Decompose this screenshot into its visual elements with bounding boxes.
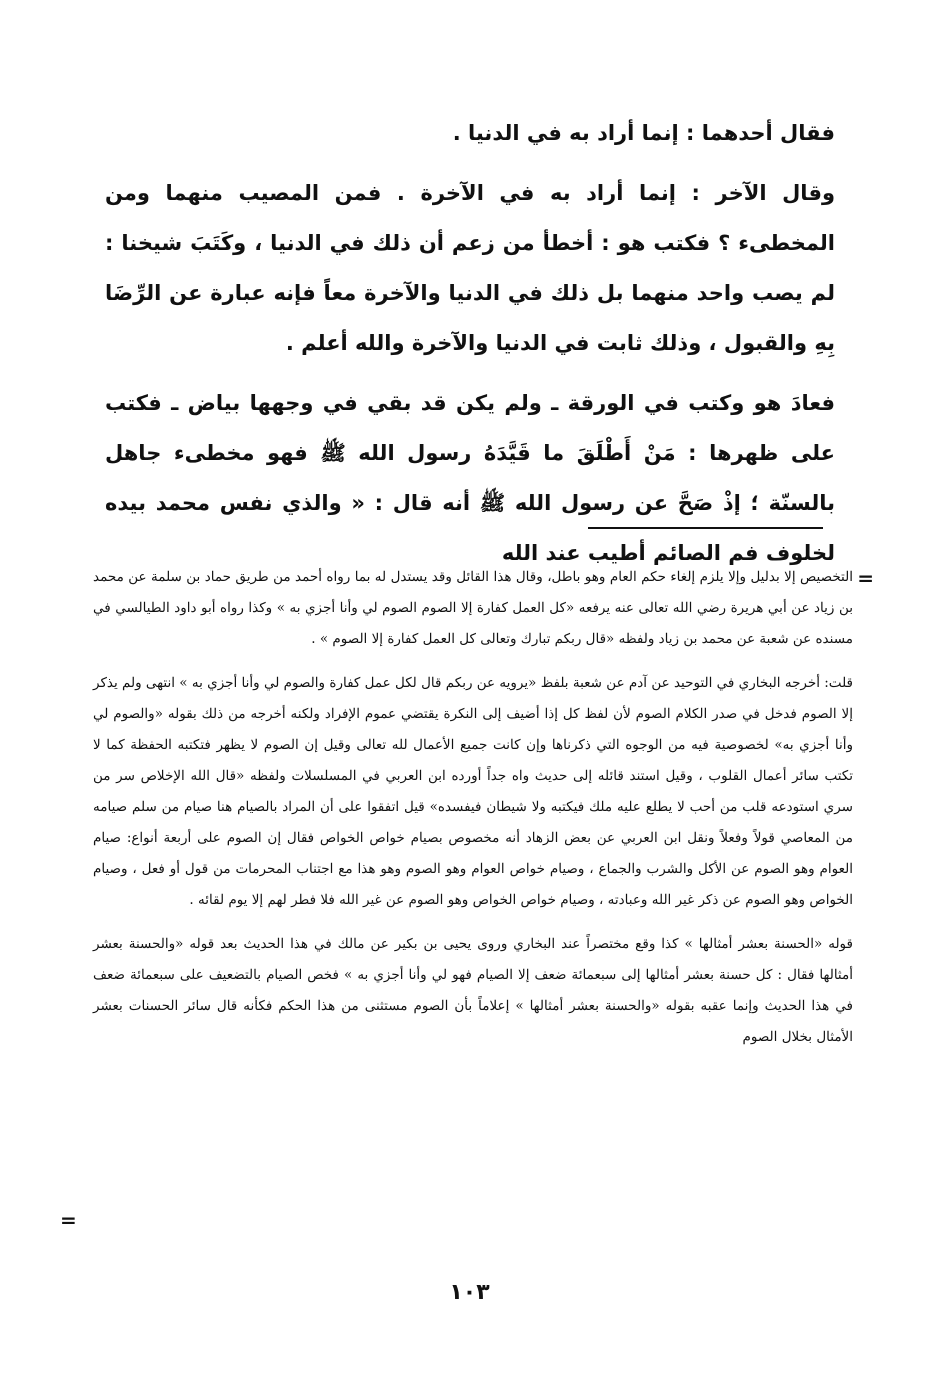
main-paragraph-2: وقال الآخر : إنما أراد به في الآخرة . فمن المصيب منهما ومن المخطىء ؟ فكتب هو : أخطأ من زعم أن ذلك في الدنيا ، وكَتَبَ شيخنا : لم يصب واحد منهما بل ذلك في الدنيا والآخرة معاً فإنه عبارة عن الرِّضَا بِهِ والقبول ، وذلك ثابت في الدنيا والآخرة والله أعلم .: [105, 181, 835, 355]
footnote-paragraph-1: التخصيص إلا بدليل وإلا يلزم إلغاء حكم العام وهو باطل، وقال هذا القائل وقد يستدل له بما رواه أحمد من طريق حماد بن سلمة عن محمد بن زياد عن أبي هريرة رضي الله تعالى عنه يرفعه «كل العمل كفارة إلا الصوم الصوم لي وأنا أجزي به » وكذا رواه أبو داود الطيالسي في مسنده عن شعبة عن محمد بن زياد ولفظه «قال ربكم تبارك وتعالى كل العمل كفارة إلا الصوم » .: [93, 569, 853, 647]
footnote-continuation-mark-end: =: [60, 1208, 77, 1232]
footnote-paragraph-2: قلت: أخرجه البخاري في التوحيد عن آدم عن شعبة بلفظ «يرويه عن ربكم قال لكل عمل كفارة والصوم لي وأنا أجزي به » انتهى ولم يذكر إلا الصوم فدخل في صدر الكلام الصوم لأن لفظ كل إذا أضيف إلى النكرة يقتضي عموم الإفراد ولكنه أخرجه من ذلك بقوله «والصوم لي وأنا أجزي به» لخصوصية فيه من الوجوه التي ذكرناها وإن كانت جميع الأعمال لله تعالى وقيل إن الصوم لا يظهر فتكتبه الحفظة كما لا تكتب سائر أعمال القلوب ، وقيل استند قائله إلى حديث واه جداً أورده ابن العربي في المسلسلات ولفظه «قال الله الإخلاص سر من سري استودعه قلب من أحب لا يطلع عليه ملك فيكتبه ولا شيطان فيفسده» قيل اتفقوا على أن المراد بالصيام هنا صيام من سلم صيامه من المعاصي قولاً وفعلاً ونقل ابن العربي عن بعض الزهاد أنه مخصوص بصيام خواص الخواص فقال إن الصوم على أربعة أنواع: صيام العوام وهو الصوم عن الأكل والشرب والجماع ، وصيام خواص العوام وهو الصوم وهو هذا مع اجتناب المحرمات من قول أو فعل ، وصيام الخواص وهو الصوم عن ذكر غير الله وعبادته ، وصيام خواص الخواص وهو الصوم عن غير الله فلا فطر لهم إلا يوم لقائه .: [93, 675, 853, 908]
main-paragraph-3: فعادَ هو وكتب في الورقة ـ ولم يكن قد بقي في وجهها بياض ـ فكتب على ظهرها : مَنْ أَطْلَقَ ما قَيَّدَهُ رسول الله ﷺ فهو مخطىء جاهل بالسنّة ؛ إذْ صَحَّ عن رسول الله ﷺ أنه قال : « والذي نفس محمد بيده لخلوف فم الصائم أطيب عند الله: [105, 391, 835, 565]
footnote-separator: [588, 527, 823, 529]
page-number: ١٠٣: [449, 1280, 490, 1305]
footnote-continuation-mark-start: =: [857, 566, 874, 590]
main-paragraph-1: فقال أحدهما : إنما أراد به في الدنيا .: [452, 121, 835, 145]
footnotes: [93, 562, 853, 1053]
footnote-paragraph-3: قوله «الحسنة بعشر أمثالها » كذا وقع مختصراً عند البخاري وروى يحيى بن بكير عن مالك في هذا الحديث بعد قوله «والحسنة بعشر أمثالها فقال : كل حسنة بعشر أمثالها إلى سبعمائة ضعف إلا الصيام فهو لي وأنا أجزي به » فخص الصيام بالتضعيف على سبعمائة ضعف في هذا الحديث وإنما عقبه بقوله «والحسنة بعشر أمثالها » إعلاماً بأن الصوم مستثنى من هذا الحكم فكأنه قال سائر الحسنات بعشر الأمثال بخلال الصوم: [93, 936, 853, 1045]
main-text: [105, 108, 835, 578]
